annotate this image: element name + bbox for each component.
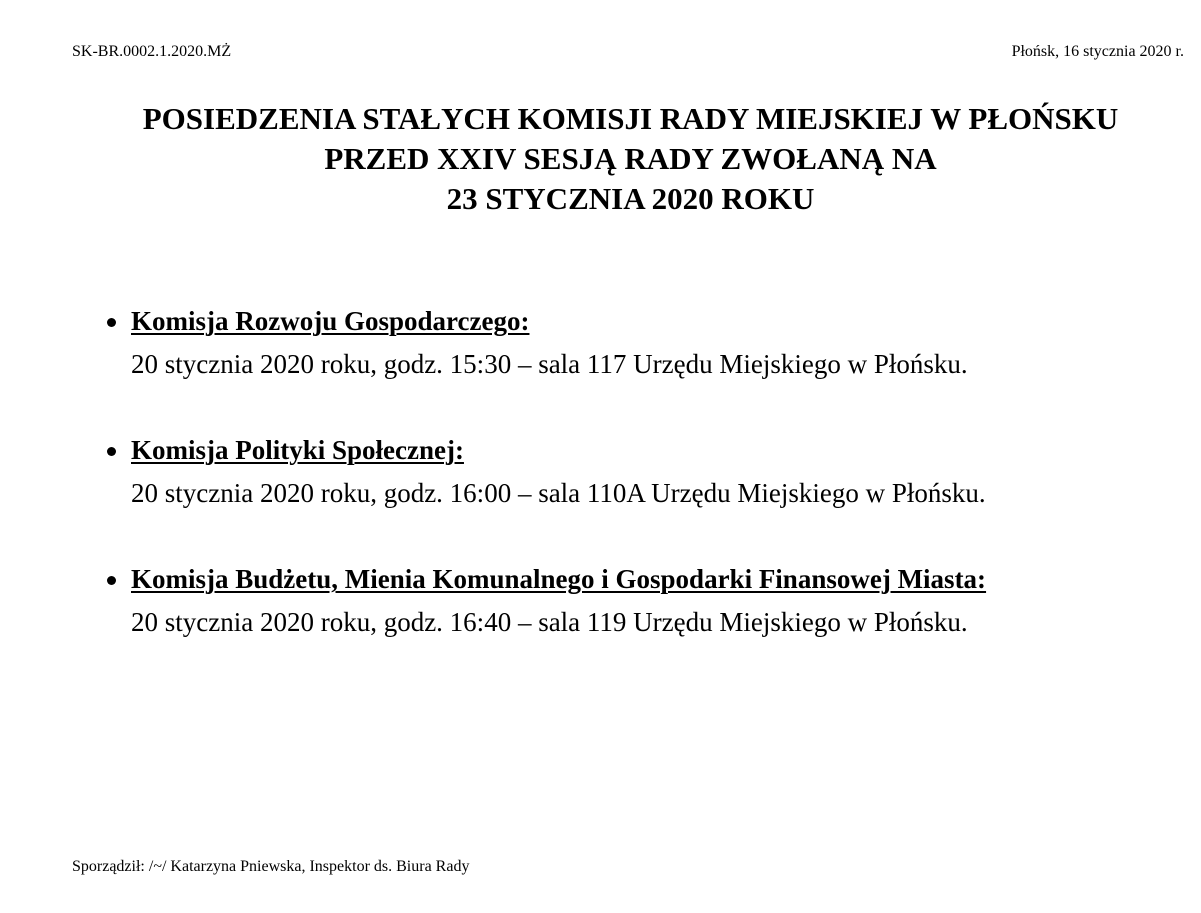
document-title [70,99,1191,219]
committee-meeting-details: 20 stycznia 2020 roku, godz. 15:30 – sala 117 Urzędu Miejskiego w Płońsku. [131,349,968,379]
bullet-icon [107,576,116,585]
committee-sessions-list [101,303,1191,690]
committee-name: Komisja Budżetu, Mienia Komunalnego i Gospodarki Finansowej Miasta: [131,564,987,594]
committee-name: Komisja Rozwoju Gospodarczego: [131,306,530,336]
bullet-icon [107,318,116,327]
title-line-1: POSIEDZENIA STAŁYCH KOMISJI RADY MIEJSKIEJ W PŁOŃSKU [142,101,1119,136]
bullet-icon [107,447,116,456]
title-line-2: PRZED XXIV SESJĄ RADY ZWOŁANĄ NA [324,141,937,176]
committee-name: Komisja Polityki Społecznej: [131,435,464,465]
committee-session-economic-development [101,303,1191,432]
committee-session-social-policy [101,432,1191,561]
committee-meeting-details: 20 stycznia 2020 roku, godz. 16:40 – sala 119 Urzędu Miejskiego w Płońsku. [131,607,968,637]
reference-number: SK-BR.0002.1.2020.MŻ [72,43,232,60]
prepared-by-note: Sporządził: /~/ Katarzyna Pniewska, Inspektor ds. Biura Rady [72,858,470,875]
committee-session-budget [101,561,1191,690]
committee-meeting-details: 20 stycznia 2020 roku, godz. 16:00 – sala 110A Urzędu Miejskiego w Płońsku. [131,478,986,508]
place-and-date: Płońsk, 16 stycznia 2020 r. [1011,43,1184,60]
title-line-3: 23 STYCZNIA 2020 ROKU [446,181,815,216]
